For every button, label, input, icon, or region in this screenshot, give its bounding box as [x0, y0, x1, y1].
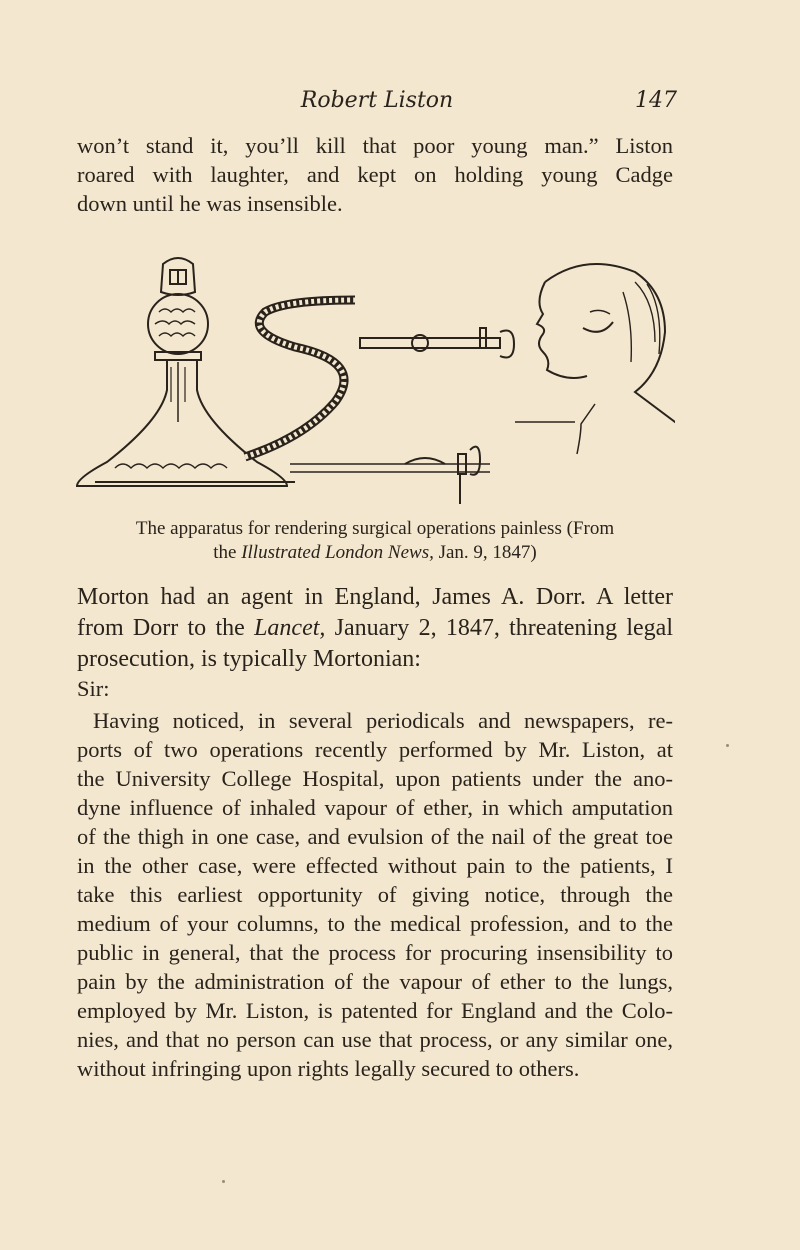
caption-source-title: Illustrated London News, [241, 542, 434, 563]
text-span: from Dorr to the [77, 615, 255, 641]
paragraph-2 [77, 582, 673, 675]
text-line: ports of two operations recently performed by Mr. Liston, at [77, 737, 673, 762]
text-line: without infringing upon rights legally secured to others. [77, 1056, 580, 1081]
text-line: Having noticed, in several periodicals and newspapers, re- [93, 708, 673, 733]
caption-text: the [213, 542, 242, 563]
letter-body [77, 706, 673, 1083]
paper-speck [726, 744, 729, 747]
text-line: employed by Mr. Liston, is patented for England and the Colo- [77, 998, 673, 1023]
caption-line: The apparatus for rendering surgical operations painless (From [135, 518, 615, 539]
ether-inhaler-illustration [75, 232, 675, 522]
text-line: nies, and that no person can use that process, or any similar one, [77, 1027, 673, 1052]
paragraph-1 [77, 131, 673, 218]
paper-speck [222, 1180, 225, 1183]
journal-title: Lancet, [254, 615, 326, 641]
text-span: January 2, 1847, threatening legal [325, 615, 673, 641]
text-line: Morton had an agent in England, James A. Dorr. A letter [77, 584, 673, 610]
figure-caption [77, 517, 673, 565]
caption-line [77, 541, 673, 565]
running-head [77, 88, 677, 118]
text-line: take this earliest opportunity of giving notice, through the [77, 882, 673, 907]
text-line: roared with laughter, and kept on holding young Cadge [77, 162, 673, 187]
text-line: public in general, that the process for procuring insensibility to [77, 940, 673, 965]
text-line: the University College Hospital, upon patients under the ano- [77, 766, 673, 791]
page-number: 147 [635, 88, 677, 113]
text-line: of the thigh in one case, and evulsion of the nail of the great toe [77, 824, 673, 849]
text-line [77, 613, 673, 644]
text-line: won’t stand it, you’ll kill that poor young man.” Liston [77, 133, 673, 158]
text-line: medium of your columns, to the medical profession, and to the [77, 911, 673, 936]
running-head-title: Robert Liston [300, 88, 454, 113]
text-line: prosecution, is typically Mortonian: [77, 646, 421, 672]
text-line: down until he was insensible. [77, 191, 343, 216]
text-line: in the other case, were effected without pain to the patients, I [77, 853, 673, 878]
caption-text: Jan. 9, 1847) [433, 542, 537, 563]
text-line: pain by the administration of the vapour of ether to the lungs, [77, 969, 673, 994]
letter-salutation: Sir: [77, 676, 110, 701]
text-line: dyne influence of inhaled vapour of ether, in which amputation [77, 795, 673, 820]
